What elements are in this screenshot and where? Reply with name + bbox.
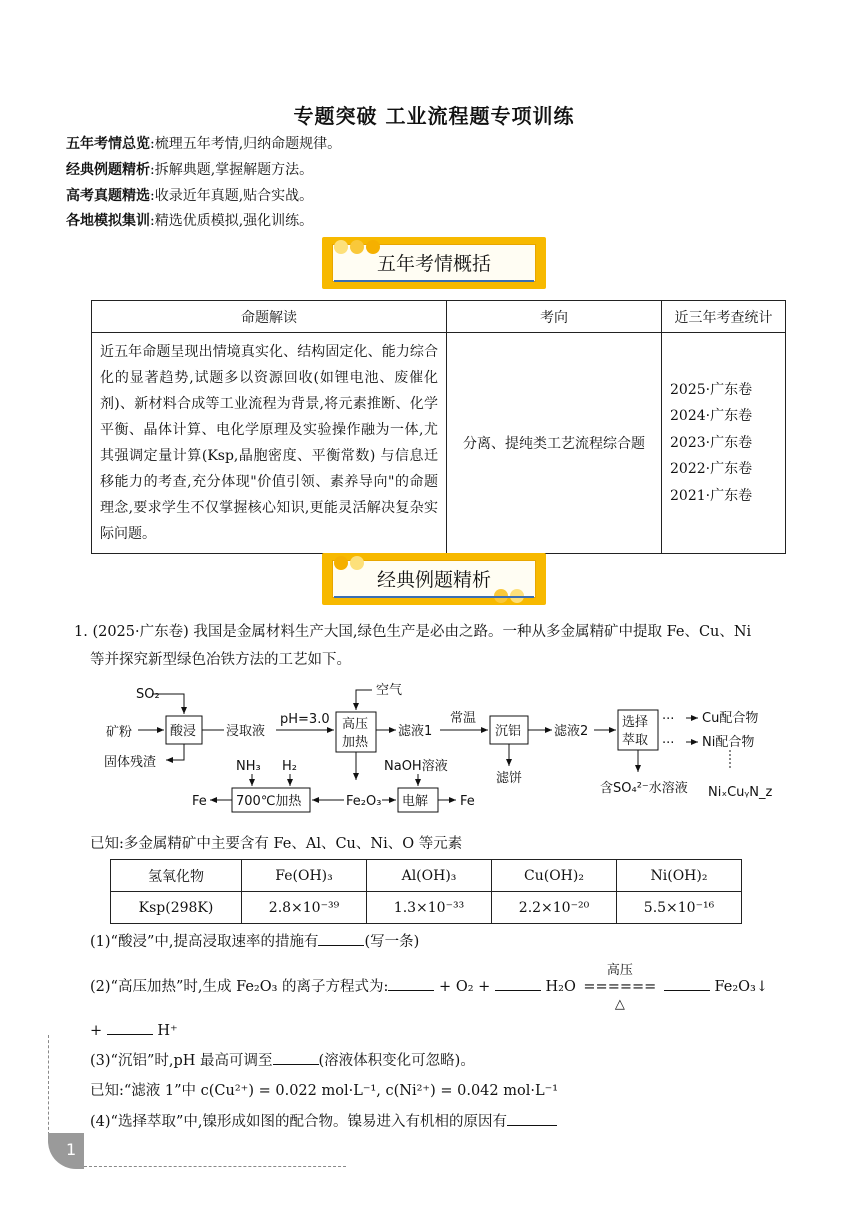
label-acid-leach: 酸浸 bbox=[170, 724, 197, 739]
label-filtrate2: 滤液2 bbox=[554, 724, 589, 739]
intro-text: :精选优质模拟,强化训练。 bbox=[150, 213, 314, 229]
exam-overview-table bbox=[91, 300, 786, 554]
table-row bbox=[111, 892, 742, 924]
table-cell: Fe(OH)₃ bbox=[242, 860, 367, 892]
intro-label: 各地模拟集训 bbox=[66, 213, 150, 229]
question-stem-line1: 1. (2025·广东卷) 我国是金属材料生产大国,绿色生产是必由之路。一种从多金属精矿中提取 Fe、Cu、Ni bbox=[74, 624, 752, 640]
known-line-2: 已知:“滤液 1”中 c(Cu²⁺) = 0.022 mol·L⁻¹, c(Ni²⁺) = 0.042 mol·L⁻¹ bbox=[90, 1083, 559, 1099]
intro-line-4 bbox=[66, 212, 313, 230]
table-cell: Cu(OH)₂ bbox=[492, 860, 617, 892]
direction-cell: 分离、提纯类工艺流程综合题 bbox=[447, 333, 662, 554]
label-naoh: NaOH溶液 bbox=[384, 759, 448, 774]
sub-question-2: (2)“高压加热”时,生成 Fe₂O₃ 的离子方程式为: + O₂ + H₂O 高压 ====== △ Fe₂O₃↓ bbox=[90, 975, 768, 996]
page-number-badge bbox=[48, 1133, 84, 1169]
label-electrolysis: 电解 bbox=[402, 794, 429, 809]
banner-title: 经典例题精析 bbox=[376, 569, 491, 591]
answer-blank[interactable] bbox=[107, 1020, 153, 1035]
table-header: 近三年考查统计 bbox=[662, 301, 786, 333]
year-item: 2023·广东卷 bbox=[670, 434, 753, 451]
year-item: 2021·广东卷 bbox=[670, 487, 753, 504]
question-stem-line2: 等并探究新型绿色冶铁方法的工艺如下。 bbox=[90, 652, 351, 668]
label-nixcuynz: NiₓCuᵧN_z bbox=[708, 785, 773, 800]
years-cell bbox=[662, 333, 786, 554]
answer-blank[interactable] bbox=[318, 931, 364, 946]
sub-question-text: (4)“选择萃取”中,镍形成如图的配合物。镍易进入有机相的原因有 bbox=[90, 1114, 507, 1130]
page-title: 专题突破 工业流程题专项训练 bbox=[293, 104, 575, 128]
table-row bbox=[92, 333, 786, 554]
footer-dashed-line bbox=[84, 1166, 346, 1167]
table-header-row bbox=[92, 301, 786, 333]
table-cell: 1.3×10⁻³³ bbox=[367, 892, 492, 924]
table-cell: Ksp(298K) bbox=[111, 892, 242, 924]
process-flow-diagram bbox=[100, 678, 800, 828]
intro-text: :拆解典题,掌握解题方法。 bbox=[150, 162, 314, 178]
label-room-temp: 常温 bbox=[450, 711, 477, 726]
answer-blank[interactable] bbox=[507, 1111, 557, 1126]
intro-text: :收录近年真题,贴合实战。 bbox=[150, 188, 314, 204]
label-filtrate1: 滤液1 bbox=[398, 724, 433, 739]
sub-question-text: (2)“高压加热”时,生成 Fe₂O₃ 的离子方程式为: bbox=[90, 979, 389, 995]
sub-question-tail: (写一条) bbox=[364, 934, 420, 950]
page-number: 1 bbox=[66, 1140, 77, 1159]
label-ni-complex: Ni配合物 bbox=[702, 735, 755, 750]
banner-stripe bbox=[334, 280, 534, 282]
section-banner-examples bbox=[322, 553, 546, 605]
table-cell: Ni(OH)₂ bbox=[617, 860, 742, 892]
label-hp-line2: 加热 bbox=[342, 735, 369, 750]
sub-question-tail: H⁺ bbox=[157, 1023, 178, 1039]
sub-question-tail: (溶液体积变化可忽略)。 bbox=[318, 1053, 475, 1069]
label-al-precip: 沉铝 bbox=[495, 724, 522, 739]
label-h2: H₂ bbox=[282, 759, 297, 774]
label-filter-cake: 滤饼 bbox=[496, 771, 523, 786]
reaction-condition: 高压 ====== △ bbox=[576, 979, 664, 995]
answer-blank[interactable] bbox=[273, 1050, 319, 1065]
interpretation-cell: 近五年命题呈现出情境真实化、结构固定化、能力综合化的显著趋势,试题多以资源回收(如锂电池、废催化剂)、新材料合成等工业流程为背景,将元素推断、化学平衡、晶体计算、电化学原理及实验操作融为一体,尤其强调定量计算(Ksp,晶胞密度、平衡常数) 与信息迁移能力的考查,充分体现"价值引领、素养导向"的命题理念,要求学生不仅掌握核心知识,更能灵活解决复杂实际问题。 bbox=[92, 333, 447, 554]
label-dots2: ··· bbox=[662, 736, 675, 751]
condition-under: △ bbox=[614, 997, 625, 1012]
table-cell: 氢氧化物 bbox=[111, 860, 242, 892]
label-fe-right: Fe bbox=[460, 794, 475, 809]
label-ext-line1: 选择 bbox=[622, 715, 649, 730]
label-cu-complex: Cu配合物 bbox=[702, 711, 759, 726]
section-banner-exam-overview bbox=[322, 237, 546, 289]
answer-blank[interactable] bbox=[388, 976, 434, 991]
table-cell: 2.8×10⁻³⁹ bbox=[242, 892, 367, 924]
label-solid-residue: 固体残渣 bbox=[104, 755, 157, 770]
answer-blank[interactable] bbox=[495, 976, 541, 991]
intro-label: 经典例题精析 bbox=[66, 162, 150, 178]
sub-question-text: (1)“酸浸”中,提高浸取速率的措施有 bbox=[90, 934, 319, 950]
label-nh3: NH₃ bbox=[236, 759, 261, 774]
label-air: 空气 bbox=[376, 683, 403, 698]
label-ore: 矿粉 bbox=[106, 725, 133, 740]
table-row bbox=[111, 860, 742, 892]
answer-blank[interactable] bbox=[664, 976, 710, 991]
sub-question-2-line2: + H⁺ bbox=[90, 1020, 178, 1039]
ksp-table bbox=[110, 859, 742, 924]
sub-question-3 bbox=[90, 1049, 475, 1070]
banner-title: 五年考情概括 bbox=[376, 253, 491, 275]
table-header: 命题解读 bbox=[92, 301, 447, 333]
label-fe-left: Fe bbox=[192, 794, 207, 809]
banner-stripe bbox=[334, 596, 534, 598]
sub-question-4 bbox=[90, 1110, 557, 1131]
label-so2: SO₂ bbox=[136, 687, 160, 702]
label-dots1: ··· bbox=[662, 712, 675, 727]
margin-dashed-line bbox=[48, 1035, 49, 1135]
sub-question-text: (3)“沉铝”时,pH 最高可调至 bbox=[90, 1053, 273, 1069]
condition-over: 高压 bbox=[606, 963, 633, 978]
intro-label: 高考真题精选 bbox=[66, 188, 150, 204]
intro-line-2 bbox=[66, 161, 313, 179]
year-item: 2024·广东卷 bbox=[670, 408, 753, 425]
label-so4-solution: 含SO₄²⁻水溶液 bbox=[600, 781, 688, 796]
label-leachate: 浸取液 bbox=[226, 724, 266, 739]
intro-line-1 bbox=[66, 135, 341, 153]
sub-question-1 bbox=[90, 930, 419, 951]
intro-line-3 bbox=[66, 187, 313, 205]
table-cell: 5.5×10⁻¹⁶ bbox=[617, 892, 742, 924]
label-hp-line1: 高压 bbox=[342, 717, 369, 732]
table-cell: Al(OH)₃ bbox=[367, 860, 492, 892]
year-item: 2022·广东卷 bbox=[670, 461, 753, 478]
year-item: 2025·广东卷 bbox=[670, 381, 753, 398]
label-heat700: 700℃加热 bbox=[236, 794, 302, 809]
label-ph: pH=3.0 bbox=[280, 712, 330, 727]
label-ext-line2: 萃取 bbox=[622, 733, 649, 748]
intro-label: 五年考情总览 bbox=[66, 136, 150, 152]
intro-text: :梳理五年考情,归纳命题规律。 bbox=[150, 136, 342, 152]
table-header: 考向 bbox=[447, 301, 662, 333]
label-fe2o3: Fe₂O₃ bbox=[346, 794, 382, 809]
table-cell: 2.2×10⁻²⁰ bbox=[492, 892, 617, 924]
known-line-1: 已知:多金属精矿中主要含有 Fe、Al、Cu、Ni、O 等元素 bbox=[90, 836, 463, 852]
